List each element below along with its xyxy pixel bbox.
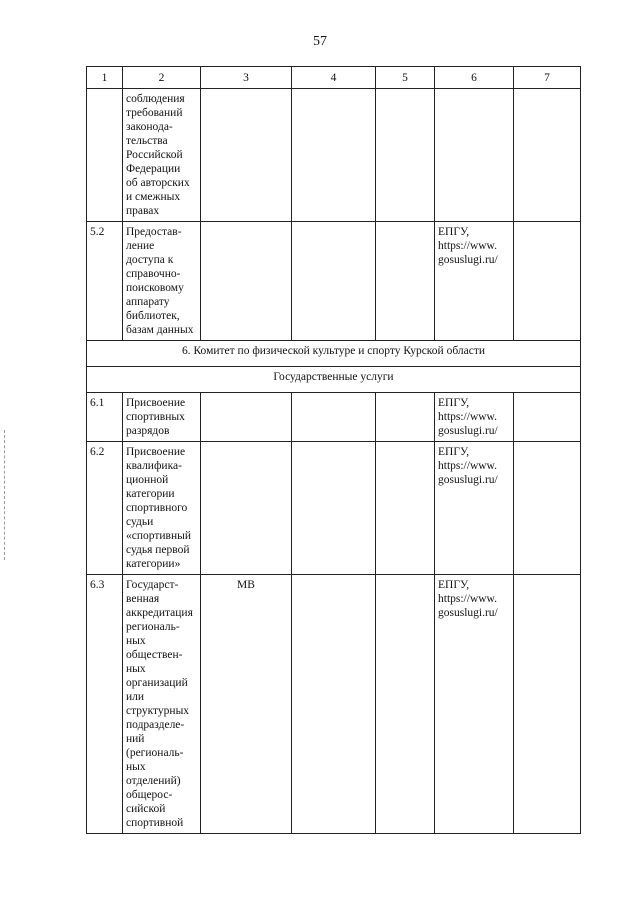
table-row [87, 393, 581, 442]
cell-line: обществен- [126, 649, 183, 661]
portal-cell [435, 222, 514, 341]
cell-line: разрядов [126, 425, 170, 437]
cell-line: Государст- [126, 579, 179, 591]
service-name [123, 222, 201, 341]
cell-line: сийской [126, 803, 166, 815]
cell-line: ний [126, 733, 145, 745]
row-number [87, 89, 123, 222]
cell-col4 [292, 393, 376, 442]
cell-line: или [126, 691, 145, 703]
service-name [123, 575, 201, 834]
cell-col4 [292, 442, 376, 575]
subsection-title: Государственные услуги [87, 367, 581, 393]
services-table [86, 66, 581, 834]
section-title: 6. Комитет по физической культуре и спорту Курской области [87, 341, 581, 367]
portal-cell [435, 393, 514, 442]
scan-edge-mark [4, 430, 5, 560]
table-row [87, 575, 581, 834]
cell-line: gosuslugi.ru/ [438, 607, 498, 619]
cell-line: Присвоение [126, 446, 186, 458]
service-name [123, 89, 201, 222]
cell-col4 [292, 575, 376, 834]
cell-line: судья первой [126, 544, 190, 556]
cell-col3 [201, 89, 292, 222]
section-row [87, 341, 581, 367]
cell-line: категории» [126, 558, 181, 570]
column-number: 3 [201, 67, 292, 89]
table-row [87, 89, 581, 222]
cell-col5 [376, 393, 435, 442]
cell-line: (региональ- [126, 747, 184, 759]
cell-line: поисковому [126, 282, 184, 294]
cell-line: соблюдения [126, 93, 185, 105]
cell-col3: МВ [201, 575, 292, 834]
cell-line: доступа к [126, 254, 174, 266]
cell-line: правах [126, 205, 160, 217]
cell-line: Федерации [126, 163, 181, 175]
cell-col5 [376, 575, 435, 834]
cell-line: «спортивный [126, 530, 192, 542]
portal-cell [435, 89, 514, 222]
cell-line: структурных [126, 705, 190, 717]
cell-col4 [292, 222, 376, 341]
cell-col3 [201, 442, 292, 575]
cell-col7 [514, 393, 581, 442]
cell-line: Присвоение [126, 397, 186, 409]
column-number: 4 [292, 67, 376, 89]
page-number: 57 [313, 34, 327, 49]
column-number: 2 [123, 67, 201, 89]
cell-line: https://www. [438, 460, 497, 472]
portal-cell [435, 575, 514, 834]
cell-line: справочно- [126, 268, 181, 280]
cell-col3 [201, 222, 292, 341]
column-number: 6 [435, 67, 514, 89]
cell-line: https://www. [438, 411, 497, 423]
cell-line: ных [126, 761, 146, 773]
cell-line: ЕПГУ, [438, 579, 470, 591]
cell-line: организаций [126, 677, 188, 689]
row-number: 6.1 [87, 393, 123, 442]
cell-line: gosuslugi.ru/ [438, 474, 498, 486]
cell-col7 [514, 222, 581, 341]
cell-line: Предостав- [126, 226, 182, 238]
service-name [123, 393, 201, 442]
cell-line: https://www. [438, 240, 497, 252]
cell-line: отделений) [126, 775, 181, 787]
cell-line: спортивного [126, 502, 188, 514]
row-number: 5.2 [87, 222, 123, 341]
cell-col5 [376, 222, 435, 341]
cell-line: спортивной [126, 817, 184, 829]
cell-line: ЕПГУ, [438, 226, 470, 238]
cell-line: ционной [126, 474, 169, 486]
cell-line: ЕПГУ, [438, 446, 470, 458]
cell-line: https://www. [438, 593, 497, 605]
cell-col4 [292, 89, 376, 222]
cell-col3 [201, 393, 292, 442]
cell-line: ных [126, 663, 146, 675]
cell-line: gosuslugi.ru/ [438, 254, 498, 266]
cell-line: спортивных [126, 411, 185, 423]
cell-line: об авторских [126, 177, 190, 189]
row-number: 6.3 [87, 575, 123, 834]
cell-line: ление [126, 240, 155, 252]
column-number: 7 [514, 67, 581, 89]
column-number: 5 [376, 67, 435, 89]
cell-col7 [514, 442, 581, 575]
cell-line: Российской [126, 149, 183, 161]
cell-line: gosuslugi.ru/ [438, 425, 498, 437]
cell-line: библиотек, [126, 310, 180, 322]
cell-col7 [514, 89, 581, 222]
cell-line: квалифика- [126, 460, 182, 472]
cell-line: ЕПГУ, [438, 397, 470, 409]
service-name [123, 442, 201, 575]
cell-col5 [376, 442, 435, 575]
cell-line: аппарату [126, 296, 170, 308]
cell-line: базам данных [126, 324, 194, 336]
row-number: 6.2 [87, 442, 123, 575]
column-number-row [87, 67, 581, 89]
cell-col5 [376, 89, 435, 222]
cell-line: аккредитация [126, 607, 193, 619]
cell-line: тельства [126, 135, 168, 147]
subsection-row [87, 367, 581, 393]
cell-line: венная [126, 593, 160, 605]
cell-line: судьи [126, 516, 154, 528]
cell-line: подразделе- [126, 719, 185, 731]
cell-line: и смежных [126, 191, 181, 203]
column-number: 1 [87, 67, 123, 89]
table-row [87, 222, 581, 341]
cell-line: категории [126, 488, 175, 500]
cell-line: региональ- [126, 621, 180, 633]
cell-col7 [514, 575, 581, 834]
cell-line: общерос- [126, 789, 173, 801]
cell-line: требований [126, 107, 183, 119]
cell-line: ных [126, 635, 146, 647]
table-row [87, 442, 581, 575]
cell-line: законода- [126, 121, 173, 133]
portal-cell [435, 442, 514, 575]
